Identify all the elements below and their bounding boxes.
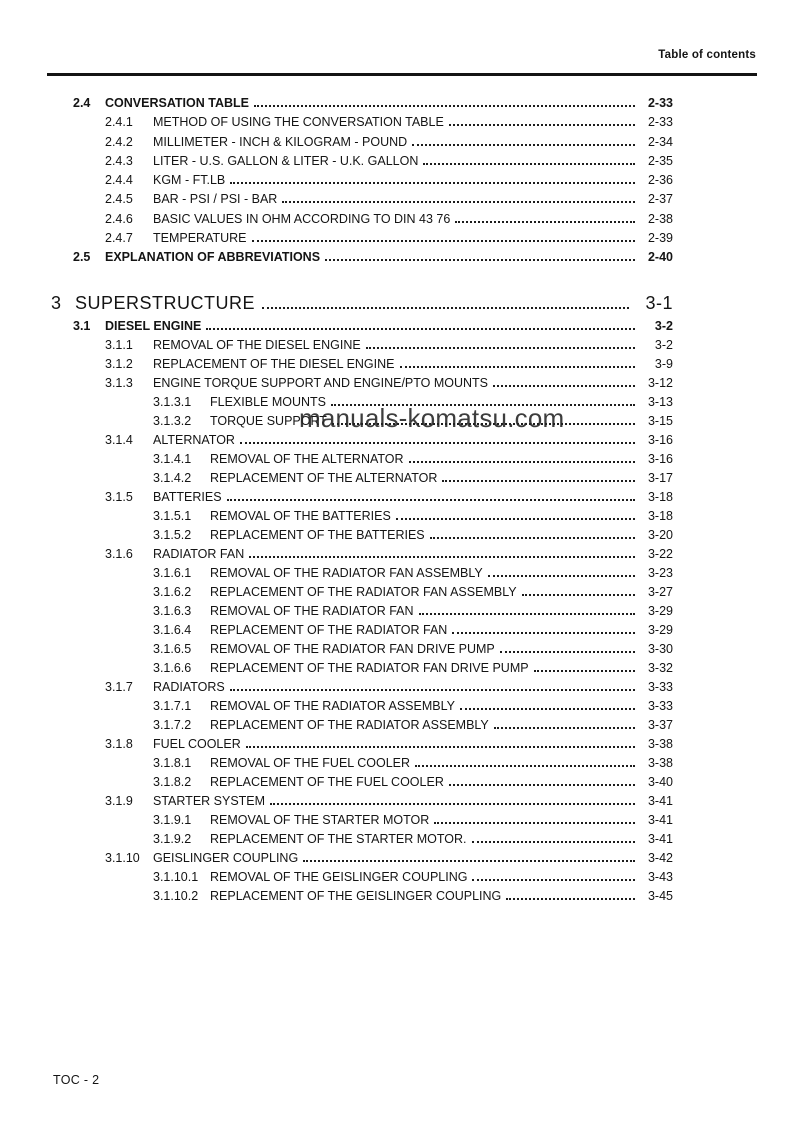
toc-entry-page: 3-29 — [647, 604, 673, 618]
toc-entry-title: REMOVAL OF THE RADIATOR ASSEMBLY — [210, 699, 455, 713]
toc-entry-number: 3.1.6.5 — [153, 642, 192, 656]
toc-leader-dots — [452, 632, 635, 634]
toc-leader-dots — [325, 259, 635, 261]
toc-entry-title: METHOD OF USING THE CONVERSATION TABLE — [153, 115, 444, 130]
toc-row — [48, 374, 673, 393]
toc-row — [48, 697, 673, 716]
toc-entry-title: REPLACEMENT OF THE FUEL COOLER — [210, 775, 444, 789]
toc-leader-dots — [331, 404, 635, 406]
toc-row — [48, 248, 673, 267]
toc-entry-number: 3.1.9 — [105, 794, 133, 808]
toc-entry-title: REMOVAL OF THE BATTERIES — [210, 509, 391, 523]
toc-entry-title: TORQUE SUPPORT — [210, 414, 327, 428]
toc-entry-page: 3-42 — [647, 851, 673, 865]
toc-leader-dots — [506, 898, 635, 900]
toc-entry-page: 2-39 — [647, 231, 673, 246]
toc-leader-dots — [400, 366, 636, 368]
toc-entry-number: 3.1.1 — [105, 338, 133, 352]
toc-row — [48, 393, 673, 412]
toc-entry-title: MILLIMETER - INCH & KILOGRAM - POUND — [153, 134, 408, 149]
toc-entry-title: REMOVAL OF THE DIESEL ENGINE — [153, 338, 361, 352]
toc-entry-number: 2.4 — [73, 96, 91, 110]
toc-row — [48, 317, 673, 336]
toc-row — [48, 355, 673, 374]
toc-leader-dots — [423, 163, 635, 165]
toc-entry-title: FUEL COOLER — [153, 737, 241, 751]
toc-row — [48, 849, 673, 868]
toc-entry-title: REPLACEMENT OF THE RADIATOR FAN ASSEMBLY — [210, 585, 517, 599]
toc-leader-dots — [455, 221, 635, 223]
toc-entry-page: 3-22 — [647, 547, 673, 561]
toc-leader-dots — [460, 708, 635, 710]
toc-leader-dots — [488, 575, 635, 577]
toc-leader-dots — [522, 594, 635, 596]
toc-entry-number: 3.1.9.2 — [153, 832, 192, 846]
toc-entry-number: 2.4.2 — [105, 134, 133, 149]
toc-entry-title: DIESEL ENGINE — [105, 319, 202, 333]
toc-row — [48, 830, 673, 849]
toc-entry-page: 2-35 — [647, 153, 673, 168]
toc-entry-title: REPLACEMENT OF THE BATTERIES — [210, 528, 425, 542]
toc-entry-number: 3.1.4 — [105, 433, 133, 447]
toc-row — [48, 229, 673, 248]
toc-row — [48, 678, 673, 697]
toc-row — [48, 754, 673, 773]
toc-leader-dots — [254, 105, 635, 107]
toc-section-3 — [48, 317, 673, 906]
toc-entry-page: 3-16 — [647, 452, 673, 466]
toc-entry-number: 3.1.6.6 — [153, 661, 192, 675]
toc-entry-page: 3-15 — [647, 414, 673, 428]
toc-entry-page: 3-38 — [647, 756, 673, 770]
toc-entry-number: 3.1.3 — [105, 376, 133, 390]
toc-leader-dots — [282, 201, 635, 203]
toc-entry-number: 2.4.7 — [105, 231, 133, 246]
toc-leader-dots — [449, 124, 635, 126]
toc-row — [48, 868, 673, 887]
toc-leader-dots — [206, 328, 635, 330]
toc-chapter-row — [48, 290, 673, 316]
toc-entry-number: 2.4.1 — [105, 115, 133, 130]
toc-entry-number: 3.1.8 — [105, 737, 133, 751]
toc-entry-number: 2.4.3 — [105, 153, 133, 168]
toc-entry-number: 3.1.5.2 — [153, 528, 192, 542]
header-divider — [47, 73, 757, 76]
toc-entry-number: 2.4.5 — [105, 192, 133, 207]
toc-entry-number: 2.4.6 — [105, 211, 133, 226]
toc-entry-page: 3-30 — [647, 642, 673, 656]
toc-entry-page: 3-33 — [647, 680, 673, 694]
toc-entry-title: TEMPERATURE — [153, 231, 247, 246]
toc-row — [48, 811, 673, 830]
toc-row — [48, 526, 673, 545]
toc-entry-title: REMOVAL OF THE ALTERNATOR — [210, 452, 404, 466]
toc-leader-dots — [415, 765, 635, 767]
toc-row — [48, 659, 673, 678]
toc-entry-page: 3-40 — [647, 775, 673, 789]
toc-entry-title: REPLACEMENT OF THE RADIATOR FAN DRIVE PUMP — [210, 661, 529, 675]
toc-row — [48, 792, 673, 811]
toc-entry-title: LITER - U.S. GALLON & LITER - U.K. GALLON — [153, 153, 419, 168]
toc-entry-title: RADIATOR FAN — [153, 547, 245, 561]
toc-row — [48, 431, 673, 450]
toc-entry-page: 3-2 — [654, 338, 673, 352]
toc-leader-dots — [396, 518, 635, 520]
toc-entry-page: 2-36 — [647, 173, 673, 188]
toc-entry-title: REMOVAL OF THE GEISLINGER COUPLING — [210, 870, 468, 884]
page-header-title: Table of contents — [658, 49, 756, 61]
toc-leader-dots — [430, 537, 635, 539]
toc-row — [48, 171, 673, 190]
toc-row — [48, 412, 673, 431]
toc-entry-title: REPLACEMENT OF THE STARTER MOTOR. — [210, 832, 467, 846]
toc-entry-page: 3-18 — [647, 490, 673, 504]
toc-row — [48, 133, 673, 152]
toc-entry-page: 3-43 — [647, 870, 673, 884]
page-footer-label: TOC - 2 — [53, 1073, 100, 1087]
toc-entry-number: 3 — [51, 293, 62, 313]
toc-row — [48, 488, 673, 507]
toc-leader-dots — [249, 556, 635, 558]
toc-row — [48, 621, 673, 640]
toc-entry-title: FLEXIBLE MOUNTS — [210, 395, 326, 409]
toc-entry-page: 3-37 — [647, 718, 673, 732]
toc-entry-number: 3.1.5.1 — [153, 509, 192, 523]
toc-entry-number: 3.1.10.2 — [153, 889, 199, 903]
toc-entry-number: 3.1.3.1 — [153, 395, 192, 409]
toc-leader-dots — [366, 347, 635, 349]
toc-entry-title: EXPLANATION OF ABBREVIATIONS — [105, 250, 321, 265]
toc-leader-dots — [262, 307, 629, 309]
toc-leader-dots — [240, 442, 635, 444]
toc-leader-dots — [442, 480, 635, 482]
toc-entry-number: 2.4.4 — [105, 173, 133, 188]
toc-leader-dots — [270, 803, 635, 805]
toc-entry-page: 3-23 — [647, 566, 673, 580]
toc-entry-title: STARTER SYSTEM — [153, 794, 266, 808]
toc-row — [48, 564, 673, 583]
toc-entry-title: BATTERIES — [153, 490, 222, 504]
toc-entry-number: 3.1.5 — [105, 490, 133, 504]
toc-leader-dots — [494, 727, 635, 729]
toc-row — [48, 336, 673, 355]
toc-entry-title: ALTERNATOR — [153, 433, 235, 447]
toc-leader-dots — [493, 385, 635, 387]
toc-entry-number: 3.1.8.2 — [153, 775, 192, 789]
toc-entry-page: 3-29 — [647, 623, 673, 637]
toc-entry-number: 3.1.8.1 — [153, 756, 192, 770]
toc-row — [48, 113, 673, 132]
toc-leader-dots — [409, 461, 635, 463]
toc-entry-title: REPLACEMENT OF THE ALTERNATOR — [210, 471, 438, 485]
toc-entry-page: 3-33 — [647, 699, 673, 713]
toc-entry-title: REMOVAL OF THE RADIATOR FAN ASSEMBLY — [210, 566, 483, 580]
toc-entry-page: 2-38 — [647, 211, 673, 226]
toc-row — [48, 583, 673, 602]
toc-entry-page: 2-37 — [647, 192, 673, 207]
toc-entry-number: 3.1.7 — [105, 680, 133, 694]
toc-entry-page: 3-2 — [654, 319, 673, 333]
toc-row — [48, 773, 673, 792]
toc-entry-page: 2-40 — [647, 250, 673, 265]
toc-leader-dots — [472, 841, 635, 843]
toc-entry-title: CONVERSATION TABLE — [105, 96, 249, 110]
toc-entry-number: 3.1 — [73, 319, 91, 333]
toc-leader-dots — [419, 613, 635, 615]
toc-leader-dots — [534, 670, 635, 672]
toc-row — [48, 735, 673, 754]
toc-entry-title: SUPERSTRUCTURE — [75, 293, 256, 313]
toc-leader-dots — [230, 182, 635, 184]
toc-entry-page: 3-41 — [647, 813, 673, 827]
toc-row — [48, 450, 673, 469]
toc-entry-title: REPLACEMENT OF THE GEISLINGER COUPLING — [210, 889, 502, 903]
toc-entry-number: 3.1.3.2 — [153, 414, 192, 428]
toc-row — [48, 545, 673, 564]
toc-row — [48, 94, 673, 113]
toc-leader-dots — [303, 860, 635, 862]
toc-chapter-3 — [48, 290, 673, 316]
toc-entry-page: 2-34 — [647, 134, 673, 149]
toc-entry-page: 3-38 — [647, 737, 673, 751]
toc-entry-page: 3-12 — [647, 376, 673, 390]
toc-entry-page: 3-20 — [647, 528, 673, 542]
toc-entry-page: 3-41 — [647, 794, 673, 808]
site-watermark: manuals-komatsu.com — [299, 403, 565, 433]
toc-entry-title: REMOVAL OF THE RADIATOR FAN DRIVE PUMP — [210, 642, 495, 656]
toc-leader-dots — [412, 144, 635, 146]
toc-entry-title: KGM - FT.LB — [153, 173, 226, 188]
toc-entry-title: ENGINE TORQUE SUPPORT AND ENGINE/PTO MOUNTS — [153, 376, 489, 390]
toc-entry-page: 2-33 — [647, 96, 673, 110]
toc-entry-page: 3-16 — [647, 433, 673, 447]
toc-entry-number: 3.1.6.4 — [153, 623, 192, 637]
toc-entry-page: 3-1 — [645, 293, 673, 313]
toc-entry-title: GEISLINGER COUPLING — [153, 851, 299, 865]
toc-leader-dots — [332, 423, 635, 425]
toc-leader-dots — [500, 651, 635, 653]
toc-entry-page: 2-33 — [647, 115, 673, 130]
toc-entry-number: 2.5 — [73, 250, 91, 265]
toc-entry-number: 3.1.10 — [105, 851, 140, 865]
toc-section-2 — [48, 94, 673, 268]
toc-entry-page: 3-18 — [647, 509, 673, 523]
toc-row — [48, 210, 673, 229]
toc-entry-title: RADIATORS — [153, 680, 225, 694]
toc-entry-title: REMOVAL OF THE STARTER MOTOR — [210, 813, 430, 827]
toc-row — [48, 190, 673, 209]
toc-leader-dots — [246, 746, 635, 748]
toc-row — [48, 602, 673, 621]
toc-entry-number: 3.1.4.1 — [153, 452, 192, 466]
toc-entry-number: 3.1.4.2 — [153, 471, 192, 485]
toc-entry-page: 3-17 — [647, 471, 673, 485]
toc-row — [48, 640, 673, 659]
toc-row — [48, 716, 673, 735]
toc-entry-number: 3.1.10.1 — [153, 870, 199, 884]
toc-entry-page: 3-13 — [647, 395, 673, 409]
toc-entry-number: 3.1.6 — [105, 547, 133, 561]
toc-leader-dots — [472, 879, 635, 881]
toc-leader-dots — [449, 784, 635, 786]
toc-entry-title: REMOVAL OF THE RADIATOR FAN — [210, 604, 414, 618]
toc-row — [48, 469, 673, 488]
toc-leader-dots — [230, 689, 635, 691]
toc-entry-number: 3.1.6.1 — [153, 566, 192, 580]
toc-leader-dots — [434, 822, 635, 824]
toc-row — [48, 152, 673, 171]
toc-entry-title: BASIC VALUES IN OHM ACCORDING TO DIN 43 76 — [153, 211, 451, 226]
toc-entry-page: 3-27 — [647, 585, 673, 599]
toc-leader-dots — [227, 499, 635, 501]
toc-entry-title: REPLACEMENT OF THE RADIATOR ASSEMBLY — [210, 718, 489, 732]
toc-entry-number: 3.1.6.3 — [153, 604, 192, 618]
toc-entry-number: 3.1.2 — [105, 357, 133, 371]
toc-entry-title: REMOVAL OF THE FUEL COOLER — [210, 756, 411, 770]
toc-entry-number: 3.1.6.2 — [153, 585, 192, 599]
toc-entry-number: 3.1.7.2 — [153, 718, 192, 732]
toc-entry-page: 3-45 — [647, 889, 673, 903]
toc-entry-page: 3-32 — [647, 661, 673, 675]
toc-entry-page: 3-41 — [647, 832, 673, 846]
toc-entry-title: REPLACEMENT OF THE DIESEL ENGINE — [153, 357, 395, 371]
toc-entry-title: BAR - PSI / PSI - BAR — [153, 192, 278, 207]
toc-entry-page: 3-9 — [654, 357, 673, 371]
toc-entry-title: REPLACEMENT OF THE RADIATOR FAN — [210, 623, 448, 637]
toc-row — [48, 887, 673, 906]
toc-entry-number: 3.1.7.1 — [153, 699, 192, 713]
toc-row — [48, 507, 673, 526]
toc-leader-dots — [252, 240, 635, 242]
toc-entry-number: 3.1.9.1 — [153, 813, 192, 827]
